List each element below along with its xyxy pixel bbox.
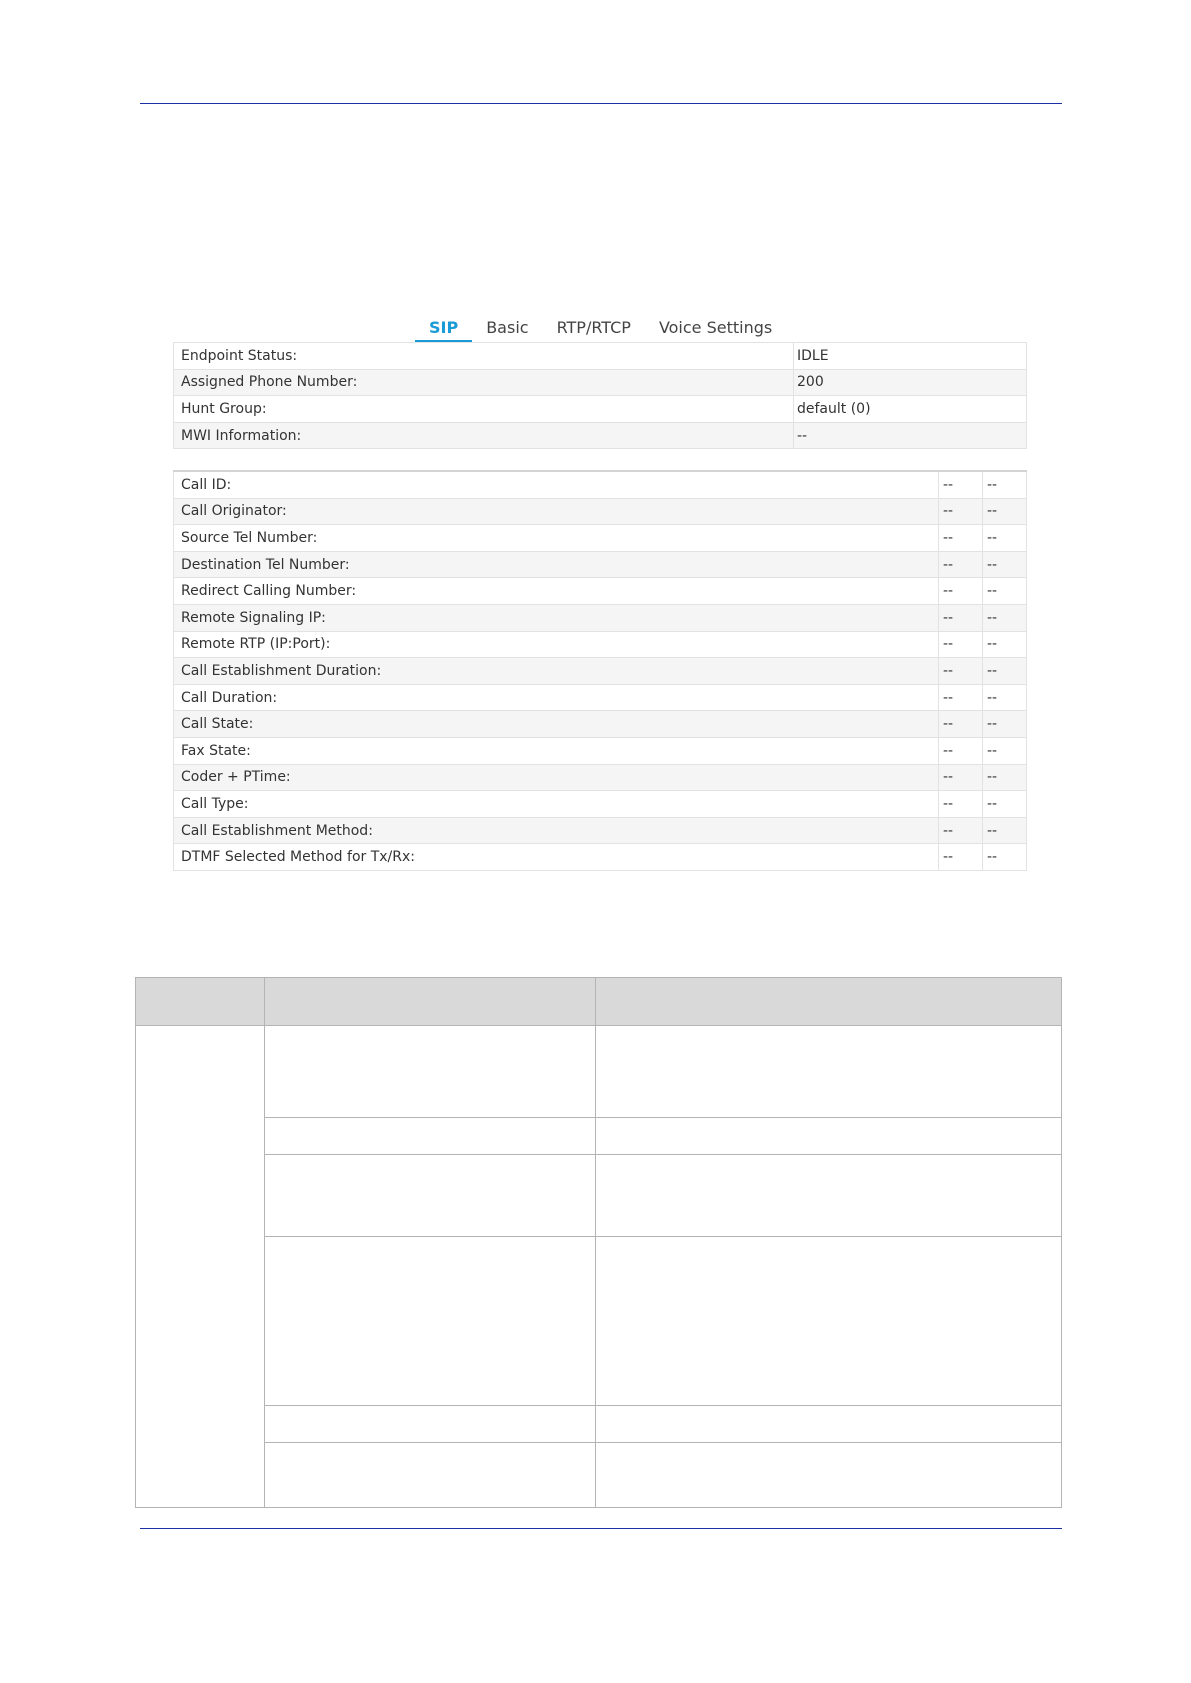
row-label: Call Duration: [174,684,939,711]
table-row [174,764,1027,791]
row-label: Redirect Calling Number: [174,578,939,605]
row-label: Hunt Group: [174,396,794,423]
row-value: -- [939,658,983,685]
row-label: DTMF Selected Method for Tx/Rx: [174,844,939,871]
row-value: -- [983,471,1027,498]
header-rule [140,103,1062,104]
table-row [174,422,1027,449]
row-value: -- [939,817,983,844]
call-info-table [173,470,1027,871]
row-value: -- [939,604,983,631]
row-value: -- [939,578,983,605]
column-divider [595,978,596,1507]
table-row [174,844,1027,871]
table-row [174,658,1027,685]
row-value: -- [939,551,983,578]
table-row [174,684,1027,711]
row-value: -- [983,578,1027,605]
row-label: Fax State: [174,737,939,764]
row-label: Call ID: [174,471,939,498]
row-label: Call Originator: [174,498,939,525]
row-value: -- [983,817,1027,844]
row-divider [264,1117,1061,1118]
row-value: -- [939,844,983,871]
row-label: Source Tel Number: [174,525,939,552]
row-value: 200 [794,369,1027,396]
row-label: Destination Tel Number: [174,551,939,578]
row-value: -- [939,471,983,498]
tab-basic[interactable]: Basic [486,318,529,337]
row-value: IDLE [794,343,1027,370]
table-row [174,525,1027,552]
table-row [174,343,1027,370]
table-row [174,369,1027,396]
table-row [174,817,1027,844]
row-value: -- [939,737,983,764]
row-value: -- [983,684,1027,711]
column-divider [264,978,265,1507]
row-value: -- [983,658,1027,685]
row-label: Call Establishment Method: [174,817,939,844]
endpoint-status-table [173,342,1027,449]
row-value: -- [939,525,983,552]
table-row [174,396,1027,423]
row-label: Endpoint Status: [174,343,794,370]
status-tabs [415,313,786,343]
row-label: Call Type: [174,791,939,818]
table-row [174,551,1027,578]
table-row [174,498,1027,525]
row-label: Remote RTP (IP:Port): [174,631,939,658]
row-value: -- [983,631,1027,658]
row-value: -- [983,604,1027,631]
row-value: -- [983,844,1027,871]
row-divider [264,1442,1061,1443]
row-value: -- [983,498,1027,525]
row-label: MWI Information: [174,422,794,449]
row-value: -- [939,791,983,818]
table-row [174,791,1027,818]
table-row [174,711,1027,738]
tab-rtp-rtcp[interactable]: RTP/RTCP [556,318,631,337]
row-value: -- [939,684,983,711]
table-header-row [136,978,1061,1026]
row-label: Remote Signaling IP: [174,604,939,631]
footer-rule [140,1528,1062,1529]
row-value: -- [983,711,1027,738]
table-row [174,471,1027,498]
row-value: -- [794,422,1027,449]
row-divider [264,1154,1061,1155]
table-row [174,604,1027,631]
row-divider [264,1405,1061,1406]
row-value: default (0) [794,396,1027,423]
row-value: -- [983,551,1027,578]
row-value: -- [983,737,1027,764]
row-value: -- [939,498,983,525]
row-value: -- [939,764,983,791]
row-label: Coder + PTime: [174,764,939,791]
tab-sip[interactable]: SIP [415,318,472,343]
parameter-table [135,977,1062,1508]
table-row [174,578,1027,605]
tab-voice-settings[interactable]: Voice Settings [658,318,773,337]
row-label: Assigned Phone Number: [174,369,794,396]
table-row [174,631,1027,658]
table-row [174,737,1027,764]
row-value: -- [939,711,983,738]
row-label: Call State: [174,711,939,738]
row-value: -- [939,631,983,658]
row-divider [264,1236,1061,1237]
row-value: -- [983,764,1027,791]
row-value: -- [983,791,1027,818]
row-label: Call Establishment Duration: [174,658,939,685]
row-value: -- [983,525,1027,552]
